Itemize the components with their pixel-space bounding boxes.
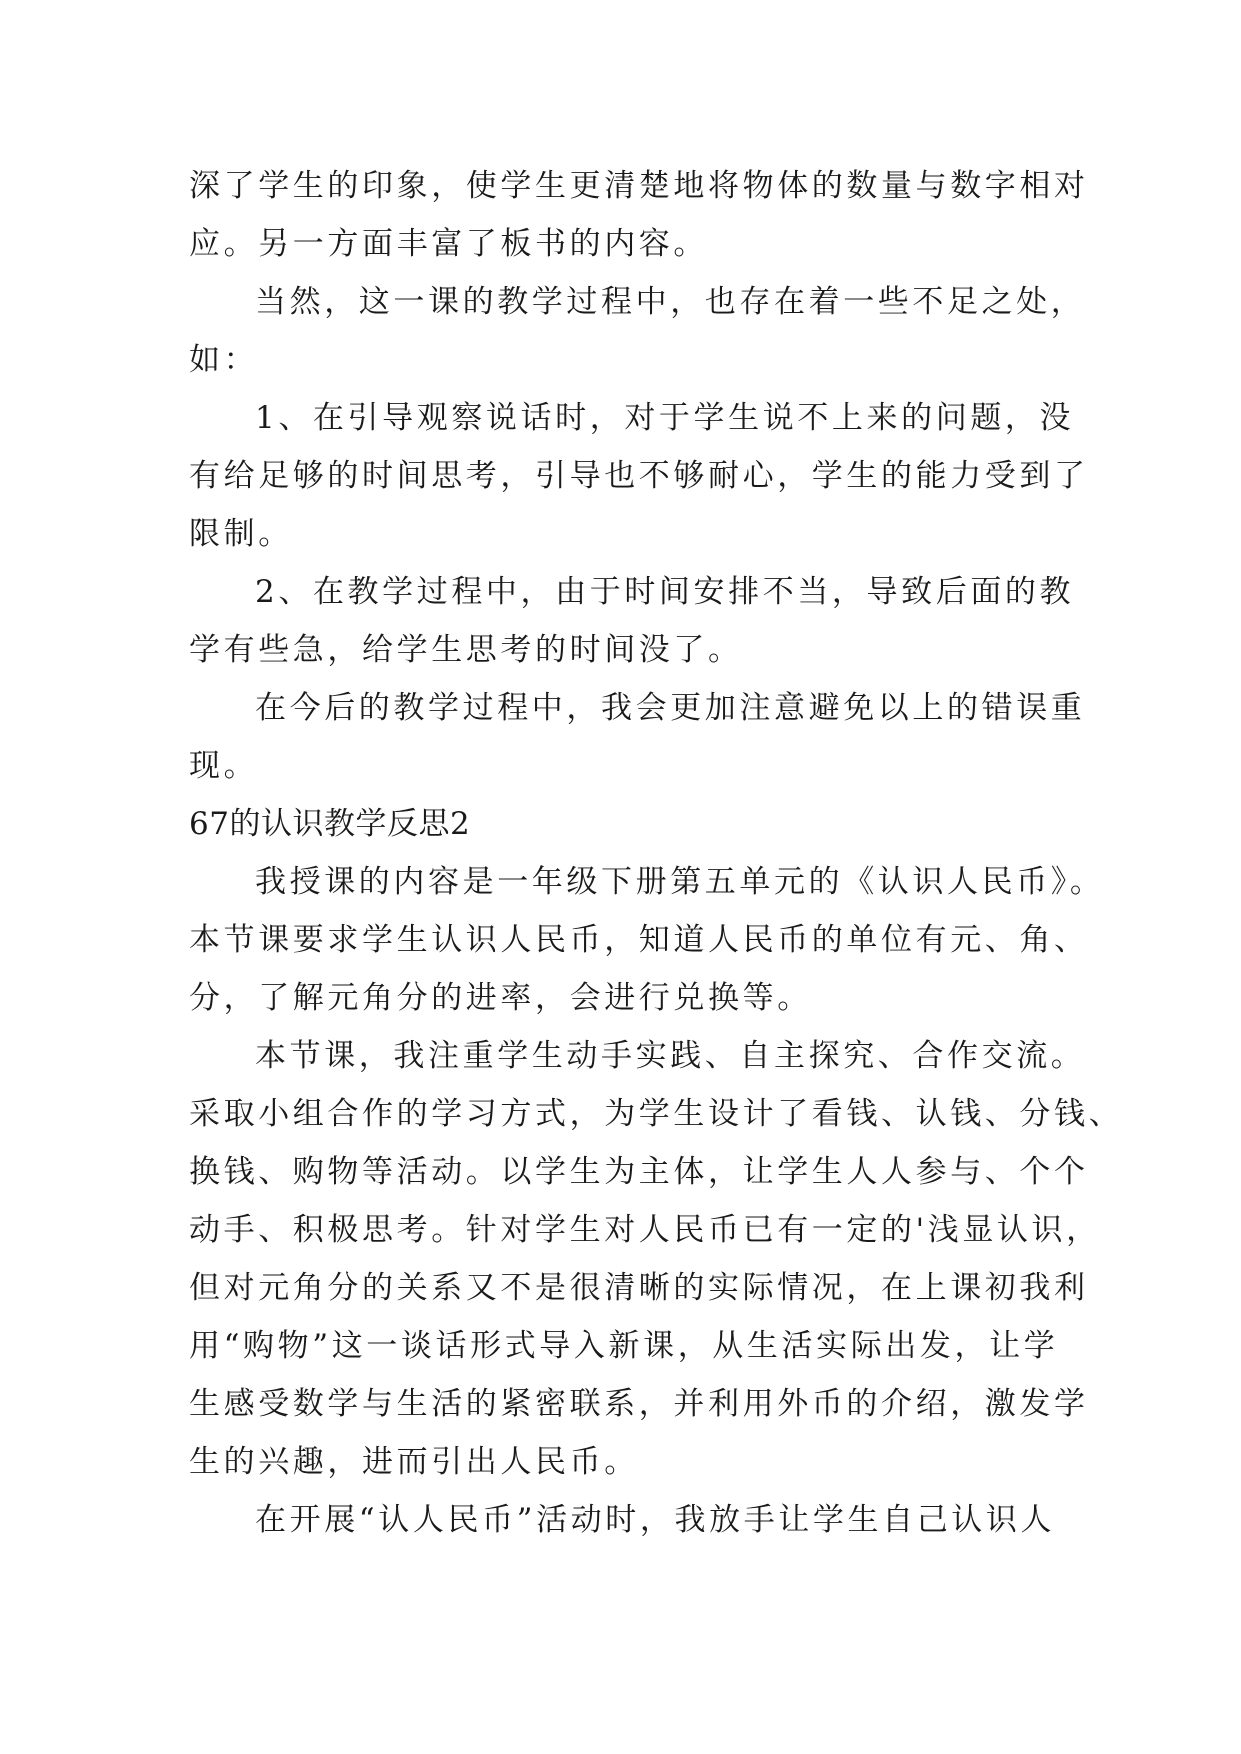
list-item-2-line: 2、在教学过程中，由于时间安排不当，导致后面的教	[255, 574, 1075, 610]
text-line: 应。另一方面丰富了板书的内容。	[189, 226, 708, 262]
text-line: 限制。	[189, 516, 293, 552]
text-line: 深了学生的印象，使学生更清楚地将物体的数量与数字相对	[189, 168, 1089, 204]
text-line: 动手、积极思考。针对学生对人民币已有一定的'浅显认识，	[189, 1212, 1101, 1248]
text-line: 学有些急，给学生思考的时间没了。	[189, 632, 743, 668]
text-line: 如：	[189, 342, 259, 378]
text-line: 生的兴趣，进而引出人民币。	[189, 1444, 639, 1480]
text-line: 有给足够的时间思考，引导也不够耐心，学生的能力受到了	[189, 458, 1089, 494]
text-line: 换钱、购物等活动。以学生为主体，让学生人人参与、个个	[189, 1154, 1089, 1190]
paragraph-start-line: 本节课，我注重学生动手实践、自主探究、合作交流。	[255, 1038, 1086, 1074]
section-heading: 67的认识教学反思2	[189, 806, 471, 842]
text-line: 用“购物”这一谈话形式导入新课，从生活实际出发，让学	[189, 1328, 1059, 1364]
text-line: 但对元角分的关系又不是很清晰的实际情况，在上课初我利	[189, 1270, 1089, 1306]
list-item-1-line: 1、在引导观察说话时，对于学生说不上来的问题，没	[255, 400, 1075, 436]
text-line: 现。	[189, 748, 259, 784]
text-line: 采取小组合作的学习方式，为学生设计了看钱、认钱、分钱、	[189, 1096, 1124, 1132]
paragraph-start-line: 我授课的内容是一年级下册第五单元的《认识人民币》。	[255, 864, 1105, 900]
paragraph-start-line: 当然，这一课的教学过程中，也存在着一些不足之处，	[255, 284, 1086, 320]
paragraph-start-line: 在今后的教学过程中，我会更加注意避免以上的错误重	[255, 690, 1086, 726]
text-line: 本节课要求学生认识人民币，知道人民币的单位有元、角、	[189, 922, 1089, 958]
paragraph-start-line: 在开展“认人民币”活动时，我放手让学生自己认识人	[255, 1502, 1056, 1538]
text-line: 分，了解元角分的进率，会进行兑换等。	[189, 980, 812, 1016]
text-line: 生感受数学与生活的紧密联系，并利用外币的介绍，激发学	[189, 1386, 1089, 1422]
